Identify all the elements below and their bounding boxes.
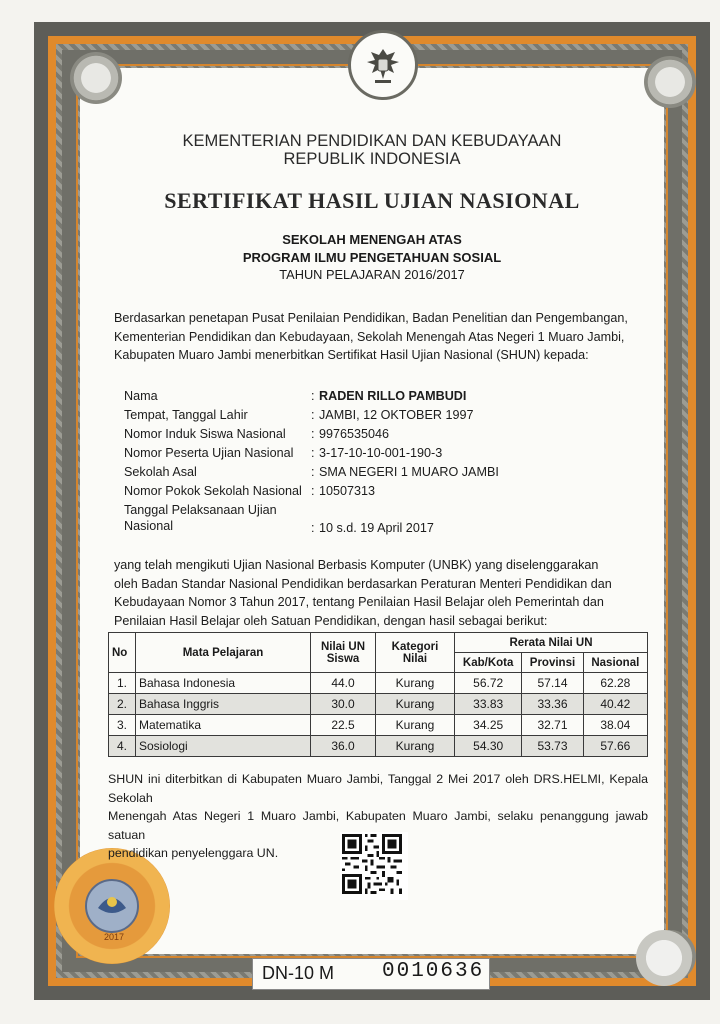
ministry-line-2: REPUBLIK INDONESIA xyxy=(283,150,461,168)
study-program: PROGRAM ILMU PENGETAHUAN SOSIAL xyxy=(242,250,502,265)
cell-category: Kurang xyxy=(376,715,455,736)
field-colon: : xyxy=(311,465,315,479)
cell-subject: Sosiologi xyxy=(136,736,311,757)
field-value-nisn: 9976535046 xyxy=(319,427,390,441)
cell-kab: 54.30 xyxy=(455,736,522,757)
serial-number: 0010636 xyxy=(382,960,485,983)
cell-prov: 32.71 xyxy=(522,715,583,736)
corner-rosette-top-right xyxy=(644,56,696,108)
field-value-npsn: 10507313 xyxy=(319,484,376,498)
field-value-birth: JAMBI, 12 OKTOBER 1997 xyxy=(319,408,474,422)
col-header-score xyxy=(311,633,376,673)
cell-score: 22.5 xyxy=(311,715,376,736)
cell-prov: 57.14 xyxy=(522,673,583,694)
field-colon: : xyxy=(311,427,315,441)
field-value-name: RADEN RILLO PAMBUDI xyxy=(319,389,467,403)
garuda-emblem-icon xyxy=(348,30,418,100)
cell-nas: 40.42 xyxy=(583,694,647,715)
academic-year: TAHUN PELAJARAN 2016/2017 xyxy=(279,267,465,282)
field-label-exam-date-cont: Nasional xyxy=(124,519,174,533)
footer-line: Menengah Atas Negeri 1 Muaro Jambi, Kabupaten Muaro Jambi, selaku penanggung jawab satuan xyxy=(108,809,648,842)
ministry-line-1: KEMENTERIAN PENDIDIKAN DAN KEBUDAYAAN xyxy=(182,132,562,150)
col-header-prov: Provinsi xyxy=(522,653,583,673)
field-colon: : xyxy=(311,389,315,403)
field-label-nisn: Nomor Induk Siswa Nasional xyxy=(124,427,286,441)
intro-line: Kementerian Pendidikan dan Kebudayaan, Sekolah Menengah Atas Negeri 1 Muaro Jambi, xyxy=(114,329,625,344)
cell-score: 30.0 xyxy=(311,694,376,715)
footer-line: pendidikan penyelenggara UN. xyxy=(108,846,279,860)
table-row xyxy=(109,694,648,715)
col-header-category xyxy=(376,633,455,673)
cell-kab: 33.83 xyxy=(455,694,522,715)
cell-category: Kurang xyxy=(376,736,455,757)
body-line: Kebudayaan Nomor 3 Tahun 2017, tentang Penilaian Hasil Belajar oleh Pemerintah dan xyxy=(114,595,604,609)
cell-no: 1. xyxy=(109,673,136,694)
field-colon: : xyxy=(311,408,315,422)
tut-wuri-handayani-emblem-icon xyxy=(54,848,170,964)
col-header-score-line1: Nilai UN xyxy=(320,640,366,653)
field-label-npsn: Nomor Pokok Sekolah Nasional xyxy=(124,484,302,498)
cell-category: Kurang xyxy=(376,694,455,715)
body-line: oleh Badan Standar Nasional Pendidikan berdasarkan Peraturan Menteri Pendidikan dan xyxy=(114,576,612,591)
cell-subject: Matematika xyxy=(136,715,311,736)
document-code: DN-10 M xyxy=(262,963,335,983)
body-paragraph xyxy=(114,556,640,630)
cell-prov: 53.73 xyxy=(522,736,583,757)
cell-nas: 62.28 xyxy=(583,673,647,694)
cell-subject: Bahasa Inggris xyxy=(136,694,311,715)
cell-subject: Bahasa Indonesia xyxy=(136,673,311,694)
field-colon: : xyxy=(311,521,315,535)
corner-rosette-top-left xyxy=(70,52,122,104)
table-row xyxy=(109,736,648,757)
school-level: SEKOLAH MENENGAH ATAS xyxy=(282,232,462,247)
intro-line: Kabupaten Muaro Jambi menerbitkan Sertifikat Hasil Ujian Nasional (SHUN) kepada: xyxy=(114,348,589,362)
cell-no: 2. xyxy=(109,694,136,715)
field-value-school: SMA NEGERI 1 MUARO JAMBI xyxy=(319,465,499,479)
cell-kab: 34.25 xyxy=(455,715,522,736)
col-header-average: Rerata Nilai UN xyxy=(455,633,648,653)
cell-no: 3. xyxy=(109,715,136,736)
field-label-exam-number: Nomor Peserta Ujian Nasional xyxy=(124,446,294,460)
field-label-birth: Tempat, Tanggal Lahir xyxy=(124,408,248,422)
col-header-score-line2: Siswa xyxy=(326,652,360,665)
cell-prov: 33.36 xyxy=(522,694,583,715)
cell-category: Kurang xyxy=(376,673,455,694)
field-value-exam-number: 3-17-10-10-001-190-3 xyxy=(319,446,443,460)
col-header-category-line2: Nilai xyxy=(402,652,428,665)
col-header-category-line1: Kategori xyxy=(391,640,439,653)
qr-code-icon xyxy=(340,832,408,900)
table-row xyxy=(109,715,648,736)
col-header-kab: Kab/Kota xyxy=(455,653,522,673)
cell-score: 36.0 xyxy=(311,736,376,757)
table-row xyxy=(109,673,648,694)
cell-kab: 56.72 xyxy=(455,673,522,694)
exam-results-table xyxy=(108,632,648,757)
hologram-watermark xyxy=(636,930,692,986)
field-value-exam-date: 10 s.d. 19 April 2017 xyxy=(319,521,434,535)
footer-line: SHUN ini diterbitkan di Kabupaten Muaro Jambi, Tanggal 2 Mei 2017 oleh DRS.HELMI, Kepala Sekolah xyxy=(108,772,648,805)
cell-nas: 57.66 xyxy=(583,736,647,757)
field-colon: : xyxy=(311,446,315,460)
field-label-name: Nama xyxy=(124,389,158,403)
col-header-subject: Mata Pelajaran xyxy=(136,633,311,673)
emblem-year-label: 2017 xyxy=(104,932,125,942)
cell-score: 44.0 xyxy=(311,673,376,694)
body-line: yang telah mengikuti Ujian Nasional Berbasis Komputer (UNBK) yang diselenggarakan xyxy=(114,558,599,572)
col-header-no: No xyxy=(109,633,136,673)
field-label-school: Sekolah Asal xyxy=(124,465,197,479)
field-colon: : xyxy=(311,484,315,498)
cell-no: 4. xyxy=(109,736,136,757)
certificate-title: SERTIFIKAT HASIL UJIAN NASIONAL xyxy=(164,188,580,213)
col-header-nas: Nasional xyxy=(583,653,647,673)
intro-line: Berdasarkan penetapan Pusat Penilaian Pendidikan, Badan Penelitian dan Pengembangan, xyxy=(114,311,628,325)
body-line: Penilaian Hasil Belajar oleh Satuan Pendidikan, dengan hasil sebagai berikut: xyxy=(114,613,548,628)
intro-paragraph xyxy=(114,309,644,365)
field-label-exam-date: Tanggal Pelaksanaan Ujian xyxy=(124,503,277,517)
cell-nas: 38.04 xyxy=(583,715,647,736)
